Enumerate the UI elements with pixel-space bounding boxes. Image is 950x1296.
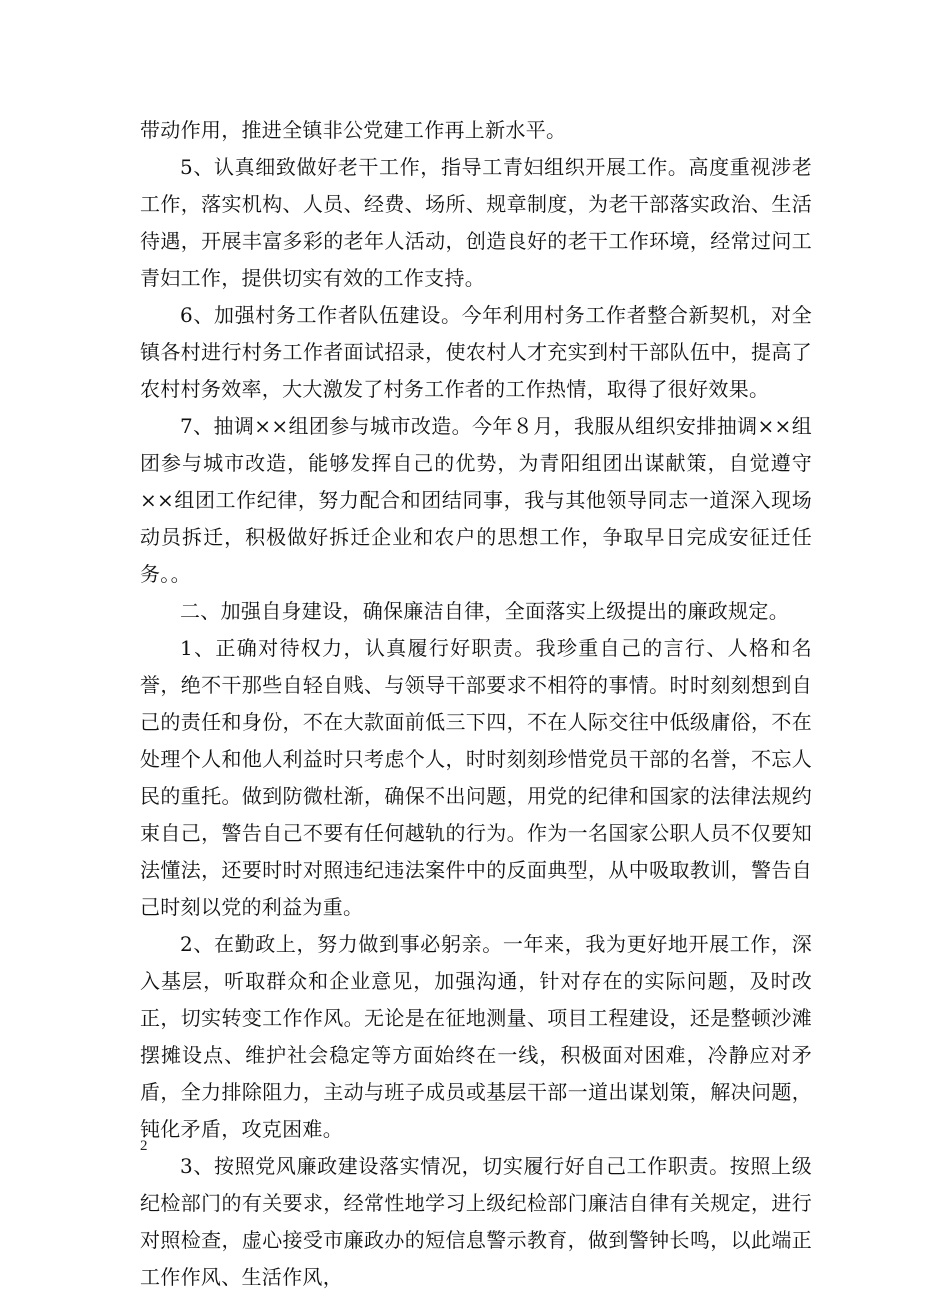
paragraph-item-5: 5、认真细致做好老干工作，指导工青妇组织开展工作。高度重视涉老工作，落实机构、人员、经费、场所、规章制度，为老干部落实政治、生活待遇，开展丰富多彩的老年人活动，创造良好的老干工作环境，经常过问工青妇工作，提供切实有效的工作支持。 [140, 155, 812, 290]
page-number: 2 [140, 1138, 148, 1154]
section-heading-2: 二、加强自身建设，确保廉洁自律，全面落实上级提出的廉政规定。 [180, 599, 789, 623]
paragraph-subitem-3: 3、按照党风廉政建设落实情况，切实履行好自己工作职责。按照上级纪检部门的有关要求，经常性地学习上级纪检部门廉洁自律有关规定，进行对照检查，虚心接受市廉政办的短信息警示教育，做到警钟长鸣，以此端正工作作风、生活作风， [140, 1154, 812, 1289]
paragraph-continuation: 带动作用，推进全镇非公党建工作再上新水平。 [140, 118, 567, 142]
paragraph-item-6: 6、加强村务工作者队伍建设。今年利用村务工作者整合新契机，对全镇各村进行村务工作者面试招录，使农村人才充实到村干部队伍中，提高了农村村务效率，大大激发了村务工作者的工作热情，取得了很好效果。 [140, 303, 812, 401]
document-body [140, 112, 812, 1296]
paragraph-item-7: 7、抽调××组团参与城市改造。今年８月，我服从组织安排抽调××组团参与城市改造，能够发挥自己的优势，为青阳组团出谋献策，自觉遵守××组团工作纪律，努力配合和团结同事，我与其他领导同志一道深入现场动员拆迁，积极做好拆迁企业和农户的思想工作，争取早日完成安征迁任务。。 [140, 414, 812, 586]
paragraph-subitem-2: 2、在勤政上，努力做到事必躬亲。一年来，我为更好地开展工作，深入基层，听取群众和企业意见，加强沟通，针对存在的实际问题，及时改正，切实转变工作作风。无论是在征地测量、项目工程建设，还是整顿沙滩摆摊设点、维护社会稳定等方面始终在一线，积极面对困难，冷静应对矛盾，全力排除阻力，主动与班子成员或基层干部一道出谋划策，解决问题，钝化矛盾，攻克困难。 [140, 932, 812, 1141]
paragraph-subitem-1: 1、正确对待权力，认真履行好职责。我珍重自己的言行、人格和名誉，绝不干那些自轻自贱、与领导干部要求不相符的事情。时时刻刻想到自己的责任和身份，不在大款面前低三下四，不在人际交往中低级庸俗，不在处理个人和他人利益时只考虑个人，时时刻刻珍惜党员干部的名誉，不忘人民的重托。做到防微杜渐，确保不出问题，用党的纪律和国家的法律法规约束自己，警告自己不要有任何越轨的行为。作为一名国家公职人员不仅要知法懂法，还要时时对照违纪违法案件中的反面典型，从中吸取教训，警告自己时刻以党的利益为重。 [140, 636, 812, 919]
